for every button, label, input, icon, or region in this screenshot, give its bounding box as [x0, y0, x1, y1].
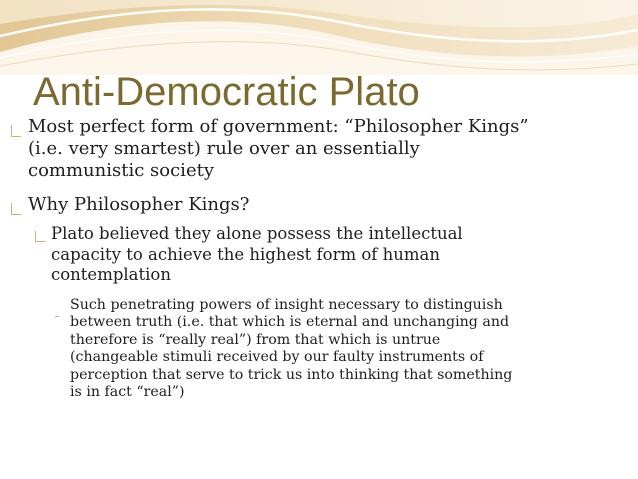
bullet-line: contemplation: [51, 265, 171, 284]
sub-sub-bullet-insight: [70, 297, 570, 401]
bullet-marker-icon: [11, 203, 21, 215]
bullet-line: Why Philosopher Kings?: [28, 194, 250, 215]
bullet-line: is in fact “real”): [70, 384, 185, 401]
bullet-line: communistic society: [28, 160, 214, 181]
sub-bullet-marker-icon: [35, 231, 45, 242]
bullet-line: perception that serve to trick us into thinking that something: [70, 366, 513, 383]
slide-title: Anti-Democratic Plato: [33, 70, 420, 114]
bullet-line: therefore is “really real”) from that which is untrue: [70, 331, 441, 348]
bullet-line: Such penetrating powers of insight necessary to distinguish: [70, 297, 503, 313]
bullet-line: between truth (i.e. that which is eternal and unchanging and: [70, 314, 510, 331]
bullet-line: Plato believed they alone possess the intellectual: [51, 224, 463, 243]
bullet-line: capacity to achieve the highest form of human: [51, 244, 441, 264]
bullet-line: (changeable stimuli received by our faulty instruments of: [70, 349, 484, 366]
bullet-marker-icon: [11, 125, 21, 137]
sub-sub-bullet-marker-icon: [55, 314, 59, 317]
bullet-line: Most perfect form of government: “Philosopher Kings”: [28, 116, 529, 137]
bullet-government: [28, 116, 588, 182]
sub-bullet-plato-belief: [51, 224, 501, 286]
bullet-why-philosopher-kings: [28, 194, 588, 216]
bullet-line: (i.e. very smartest) rule over an essentially: [28, 138, 420, 159]
